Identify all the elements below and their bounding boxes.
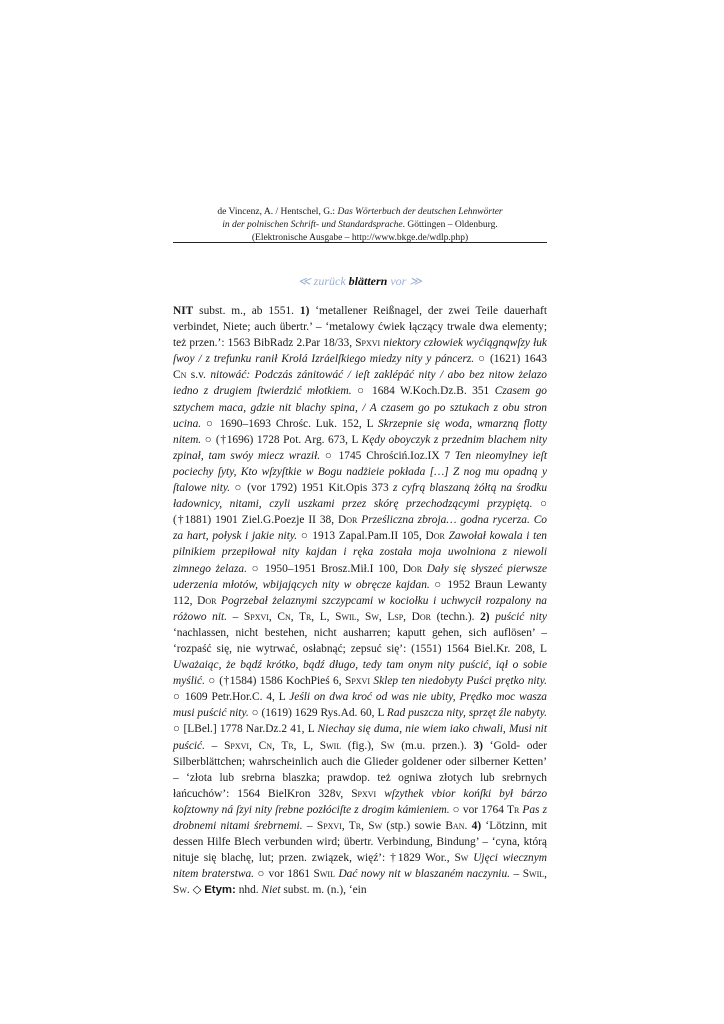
source-siglum: Tr bbox=[507, 803, 520, 816]
entry-text: – bbox=[227, 610, 244, 623]
forward-link[interactable]: vor ≫ bbox=[390, 274, 422, 288]
citation-quote: Ujęci wiecznym nitem braterstwa. bbox=[173, 852, 547, 881]
citation-quote: Dać nowy nit w blaszaném naczyniu. bbox=[334, 868, 511, 881]
entry-text: ○ vor 1861 bbox=[254, 868, 314, 881]
source-siglum: Dor bbox=[337, 514, 358, 527]
entry-text: ◇ bbox=[189, 884, 205, 897]
sense-number: 1) bbox=[299, 305, 310, 317]
entry-text: ○ (1621) 1643 bbox=[474, 353, 547, 366]
header-line-1 bbox=[173, 206, 547, 219]
entry-text: ○ (†1881) 1901 Ziel.G.Poezje II 38, bbox=[173, 498, 547, 527]
source-siglum: Ban. bbox=[445, 820, 468, 832]
citation-quote: Sklep ten niedobyty Puści prętko nity. bbox=[370, 675, 547, 688]
header-title-cont: in der polnischen Schrift- und Standardsprache bbox=[222, 220, 403, 230]
entry-text: ○ (vor 1792) 1951 Kit.Opis 373 bbox=[230, 482, 393, 495]
header-title: Das Wörterbuch der deutschen Lehnwörter bbox=[337, 207, 503, 217]
source-siglum: Spxvi, Cn, Tr, L, Swil, Sw, Lsp, Dor bbox=[243, 610, 431, 623]
entry-text: (fig.), bbox=[341, 739, 381, 752]
etym-label: Etym: bbox=[204, 884, 236, 897]
dictionary-entry bbox=[173, 303, 547, 898]
source-siglum: Spxvi bbox=[351, 787, 377, 800]
citation-quote: nitowáć: Podczás zánitowáć / ieſt zaklépáć nity / abo bez nitow żelazo iedno z drugiem ſtwierdzić młotkiem. bbox=[173, 369, 547, 398]
header-line-2 bbox=[173, 219, 547, 232]
citation-quote: Pogrzebał żelaznymi szczypcami w kociołku i uchwycił rozpalony na różowo nit. bbox=[173, 594, 548, 623]
entry-lemma: NIT bbox=[173, 305, 194, 317]
source-siglum: Sw bbox=[454, 852, 469, 865]
entry-text: s.v. bbox=[186, 369, 211, 382]
citation-quote: Skrzepnie się woda, wmarzną flotty nitem. bbox=[173, 417, 547, 446]
entry-text: – bbox=[302, 820, 317, 832]
source-siglum: Swil bbox=[313, 868, 335, 881]
entry-text: – bbox=[204, 739, 225, 752]
citation-quote: Ten nieomylney ieſt pociechy ſyty, Kto wſzyſtkie w Bogu nadżieie pokłada […] Z nog mu opadną y ſtalowe nity. bbox=[173, 449, 547, 495]
entry-text: subst. m., ab 1551. bbox=[193, 305, 300, 317]
browse-label[interactable]: blättern bbox=[348, 274, 388, 288]
entry-text: ‘metallener Reißnagel, der zwei Teile dauerhaft verbindet, Niete; auch übertr.’ – ‘metalowy ćwiek łączący trwale dwa elementy; też przen.’: 1563 BibRadz 2.Par 18/33, bbox=[173, 305, 547, 350]
entry-text: – bbox=[510, 868, 523, 881]
sense-number: 4) bbox=[471, 820, 482, 832]
entry-text: ○ (1619) 1629 Rys.Ad. 60, L bbox=[248, 707, 387, 720]
entry-text: ○ 1745 Chrościń.Ioz.IX 7 bbox=[320, 449, 455, 462]
source-siglum: Sw bbox=[380, 739, 395, 752]
back-link[interactable]: ≪ zurück bbox=[298, 274, 346, 288]
entry-text: subst. m. (n.), ‘ein bbox=[280, 884, 367, 897]
source-siglum: Dor bbox=[197, 594, 217, 607]
entry-text: ○ 1952 Braun Lewanty 112, bbox=[173, 578, 547, 607]
sense-number: 3) bbox=[473, 739, 483, 752]
citation-quote: Kędy oboyczyk z przednim blachem nity zpinał, tam swóy miecz wraził. bbox=[173, 433, 547, 462]
source-siglum: Cn bbox=[173, 369, 187, 382]
entry-text: ○ 1690–1693 Chrośc. Luk. 152, L bbox=[201, 417, 378, 430]
citation-quote: Prześliczna zbroja… godna rycerza. Co za hart, połysk i jakie nity. bbox=[173, 514, 547, 543]
citation-quote: puścić nity bbox=[489, 610, 547, 623]
header-edition: (Elektronische Ausgabe – http://www.bkge.de/wdlp.php) bbox=[251, 233, 469, 243]
header-authors: de Vincenz, A. / Hentschel, G.: bbox=[217, 207, 338, 217]
entry-text: ○ vor 1764 bbox=[449, 803, 508, 816]
source-siglum: Spxvi bbox=[344, 675, 370, 688]
citation-quote: Pas z drobnemi nitami śrebrnemi. bbox=[173, 803, 547, 832]
citation-quote: Dały się słyszeć pierwsze uderzenia młotów, wbijających nity w obręcze kajdan. bbox=[173, 562, 547, 591]
citation-quote: Zawołał kowala i ten pilnikiem przepiłował nity kajdan i ręka została moja uwolniona z niewoli zimnego żelaza. bbox=[173, 530, 548, 575]
entry-text: ○ 1913 Zapal.Pam.II 105, bbox=[297, 530, 426, 543]
source-siglum: Dor bbox=[425, 530, 445, 543]
citation-quote: z cyfrą blaszaną żółtą na środku ładownicy, nitami, czyli uszkami przez skórę przechodzącymi przypiętą. bbox=[173, 482, 548, 511]
citation-quote: Rad puszcza nity, sprzęt źle nabyty. bbox=[386, 707, 547, 720]
entry-text: (m.u. przen.). bbox=[394, 739, 474, 752]
page-navigation bbox=[173, 274, 547, 289]
source-siglum: Spxvi bbox=[355, 337, 381, 350]
source-siglum: Swil, Sw. bbox=[173, 868, 547, 897]
entry-text: ○ (†1696) 1728 Pot. Arg. 673, L bbox=[201, 433, 362, 446]
citation-quote: Czasem go sztychem maca, gdzie nit blachy spina, / A czasem go po sztukach z obu stron ucina. bbox=[173, 385, 548, 430]
entry-text: nhd. bbox=[235, 884, 262, 897]
entry-text: ○ 1684 W.Koch.Dz.B. 351 bbox=[351, 385, 495, 398]
entry-text: (techn.). bbox=[430, 610, 481, 623]
entry-text: ‘Lötzinn, mit dessen Hilfe Blech verbunden wird; übertr. Verbindung, Bindung’ – ‘cyna, którą nituje się blachę, lut; przen. związek, więź’: †1829 Wor., bbox=[173, 820, 547, 865]
citation-quote: niektory człowiek wyćiągnąwſzy łuk ſwoy / z trefunku ranił Krolá Izráelſkiego miedzy nity y páncerz. bbox=[173, 337, 547, 366]
source-siglum: Spxvi, Cn, Tr, L, Swil bbox=[224, 739, 342, 752]
entry-text: ○ 1950–1951 Brosz.Mił.I 100, bbox=[246, 562, 403, 575]
entry-text: ○ [LBel.] 1778 Nar.Dz.2 41, L bbox=[173, 723, 318, 736]
source-siglum: Dor bbox=[402, 562, 423, 575]
header-publisher: . Göttingen – Oldenburg. bbox=[402, 220, 498, 230]
citation-quote: Niet bbox=[261, 884, 281, 897]
citation-quote: wſzythek vbior końſki był bárzo koſztowny ná ſzyi nity ſrebne pozłóciſte z drogim kámieniem. bbox=[173, 787, 548, 816]
header-rule bbox=[173, 242, 547, 243]
source-siglum: Spxvi, Tr, Sw bbox=[316, 820, 383, 832]
entry-text: ‘Gold- oder Silberblättchen; wahrscheinlich auch die Glieder goldener oder silberner Ketten’ – ‘złota lub srebrna blaszka; prawdop. też ogniwa złotych lub srebrnych łańcuchów’: 1564 BielKron 328v, bbox=[173, 739, 548, 800]
bibliographic-header bbox=[173, 206, 547, 245]
entry-text: ‘nachlassen, nicht bestehen, nicht ausharren; kaputt gehen, sich auflösen’ – ‘rozpaść się, nie wytrwać, osłabnąć; zepsuć się’: (1551) 1564 Biel.Kr. 208, L bbox=[173, 626, 547, 655]
citation-quote: Niechay się duma, nie wiem iako chwali, Musi nit puścić. bbox=[173, 723, 547, 752]
citation-quote: Jeśli on dwa kroć od was nie ubity, Prędko moc wasza musi puścić nity. bbox=[173, 691, 547, 720]
sense-number: 2) bbox=[480, 610, 490, 623]
entry-text: ○ 1609 Petr.Hor.C. 4, L bbox=[173, 691, 290, 704]
entry-text: ○ (†1584) 1586 KochPieś 6, bbox=[204, 675, 345, 688]
entry-text: (stp.) sowie bbox=[382, 820, 446, 832]
citation-quote: Uważaiąc, że bądź krótko, bądź długo, tedy tam onym nity puścić, iął o sobie myślić. bbox=[173, 659, 547, 688]
